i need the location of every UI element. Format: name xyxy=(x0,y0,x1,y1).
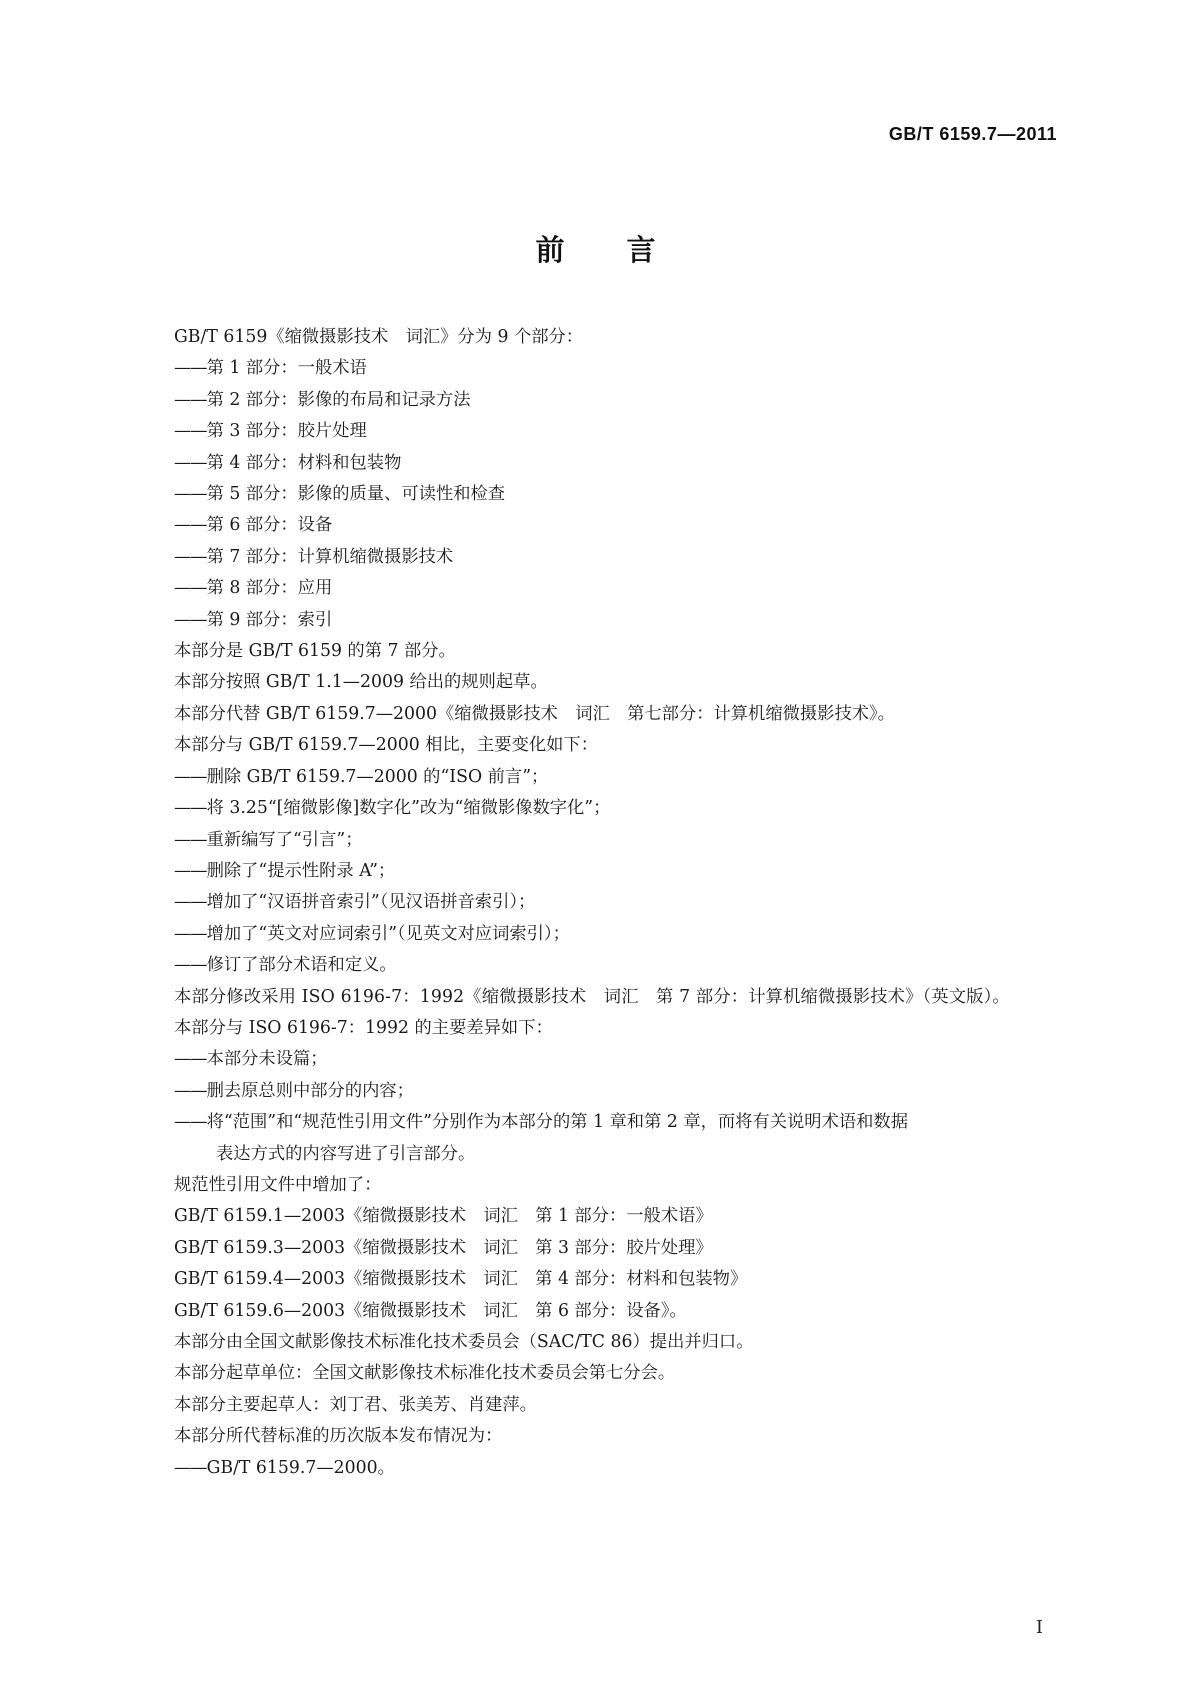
paragraph-line: GB/T 6159.4—2003《缩微摄影技术 词汇 第 4 部分：材料和包装物》 xyxy=(174,1269,748,1290)
list-item: —— 第 7 部分：计算机缩微摄影技术 xyxy=(122,542,1057,573)
paragraph-line: GB/T 6159.3—2003《缩微摄影技术 词汇 第 3 部分：胶片处理》 xyxy=(174,1237,713,1258)
page-title xyxy=(0,228,1191,269)
list-item: —— 第 3 部分：胶片处理 xyxy=(122,416,1057,447)
title-char-2: 言 xyxy=(626,233,656,267)
list-item: —— 将“范围”和“规范性引用文件”分别作为本部分的第 1 章和第 2 章，而将有关说明术语和数据 xyxy=(122,1107,1057,1138)
paragraph-line: 本部分按照 GB/T 1.1—2009 给出的规则起草。 xyxy=(174,672,548,693)
paragraph-line: 本部分主要起草人：刘丁君、张美芳、肖建萍。 xyxy=(174,1394,537,1415)
paragraph-line: 本部分是 GB/T 6159 的第 7 部分。 xyxy=(174,641,456,662)
list-item: —— 删除 GB/T 6159.7—2000 的“ISO 前言”； xyxy=(122,762,1057,793)
paragraph-line: GB/T 6159《缩微摄影技术 词汇》分为 9 个部分： xyxy=(174,327,584,347)
list-item: —— 删除了“提示性附录 A”； xyxy=(122,856,1057,887)
paragraph-line: 本部分与 ISO 6196-7：1992 的主要差异如下： xyxy=(174,1017,553,1038)
foreword-body xyxy=(122,322,1057,1484)
list-item: —— GB/T 6159.7—2000。 xyxy=(122,1453,1057,1484)
list-item: —— 第 5 部分：影像的质量、可读性和检查 xyxy=(122,479,1057,510)
list-item: —— 第 2 部分：影像的布局和记录方法 xyxy=(122,385,1057,416)
list-item: —— 第 9 部分：索引 xyxy=(122,605,1057,636)
list-item: —— 增加了“汉语拼音索引”（见汉语拼音索引）； xyxy=(122,887,1057,918)
paragraph-line: 本部分与 GB/T 6159.7—2000 相比，主要变化如下： xyxy=(174,735,598,756)
list-item: —— 删去原总则中部分的内容； xyxy=(122,1076,1057,1107)
list-item: —— 本部分未设篇； xyxy=(122,1044,1057,1075)
paragraph-line: GB/T 6159.6—2003《缩微摄影技术 词汇 第 6 部分：设备》。 xyxy=(174,1300,687,1321)
page-number: I xyxy=(1035,1617,1043,1638)
list-item: —— 第 4 部分：材料和包装物 xyxy=(122,448,1057,479)
paragraph-line: 本部分由全国文献影像技术标准化技术委员会（SAC/TC 86）提出并归口。 xyxy=(174,1332,754,1352)
paragraph-line: 规范性引用文件中增加了： xyxy=(174,1174,382,1195)
list-item: —— 第 1 部分：一般术语 xyxy=(122,353,1057,384)
list-item: —— 第 8 部分：应用 xyxy=(122,573,1057,604)
list-item: —— 修订了部分术语和定义。 xyxy=(122,950,1057,981)
paragraph-line: 本部分代替 GB/T 6159.7—2000《缩微摄影技术 词汇 第七部分：计算机缩微摄影技术》。 xyxy=(174,703,895,724)
paragraph-line: 本部分所代替标准的历次版本发布情况为： xyxy=(174,1426,503,1447)
paragraph-line: GB/T 6159.1—2003《缩微摄影技术 词汇 第 1 部分：一般术语》 xyxy=(174,1206,713,1227)
standard-code: GB/T 6159.7—2011 xyxy=(888,124,1057,144)
list-item: —— 将 3.25“[缩微影像]数字化”改为“缩微影像数字化”； xyxy=(122,793,1057,824)
list-item: —— 增加了“英文对应词索引”（见英文对应词索引）； xyxy=(122,919,1057,950)
list-item: —— 第 6 部分：设备 xyxy=(122,510,1057,541)
paragraph-line: 本部分修改采用 ISO 6196-7：1992《缩微摄影技术 词汇 第 7 部分：计算机缩微摄影技术》（英文版）。 xyxy=(174,986,1010,1007)
title-char-1: 前 xyxy=(535,233,565,267)
paragraph-line: 表达方式的内容写进了引言部分。 xyxy=(216,1143,476,1164)
list-item: —— 重新编写了“引言”； xyxy=(122,825,1057,856)
paragraph-line: 本部分起草单位：全国文献影像技术标准化技术委员会第七分会。 xyxy=(174,1363,676,1384)
